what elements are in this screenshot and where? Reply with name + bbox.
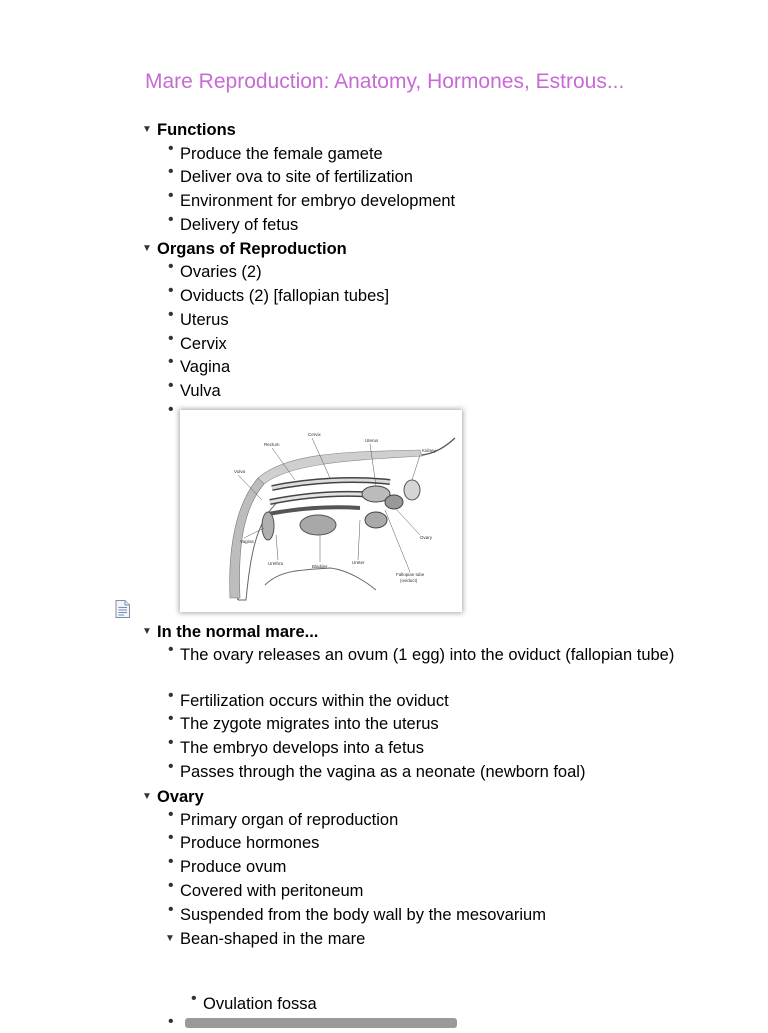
section-heading: In the normal mare... xyxy=(157,623,319,641)
expand-triangle-icon[interactable]: ▼ xyxy=(142,626,152,637)
list-item: • Produce ovum xyxy=(180,856,286,879)
bullet-icon: • xyxy=(168,140,174,157)
section-ovary[interactable] xyxy=(142,786,204,809)
bullet-icon: • xyxy=(168,401,174,418)
label-ureter: Ureter xyxy=(352,560,365,565)
section-organs[interactable] xyxy=(142,238,347,261)
list-item: • Oviducts (2) [fallopian tubes] xyxy=(180,285,389,308)
label-kidney: Kidney xyxy=(422,448,436,453)
label-bladder: Bladder xyxy=(312,564,328,569)
section-heading: Organs of Reproduction xyxy=(157,240,347,258)
bullet-icon: • xyxy=(191,990,197,1007)
bullet-icon: • xyxy=(168,211,174,228)
label-vulva: Vulva xyxy=(234,469,246,474)
bullet-icon: • xyxy=(168,806,174,823)
list-item: • Passes through the vagina as a neonate (newborn foal) xyxy=(180,761,585,784)
page-title: Mare Reproduction: Anatomy, Hormones, Estrous... xyxy=(145,70,625,93)
reproductive-tract-diagram xyxy=(180,410,462,612)
expand-triangle-icon[interactable]: ▼ xyxy=(165,933,175,944)
bullet-icon: • xyxy=(168,330,174,347)
bullet-icon: • xyxy=(168,641,174,658)
label-uterus: Uterus xyxy=(365,438,379,443)
list-item: • Primary organ of reproduction xyxy=(180,809,398,832)
bullet-icon: • xyxy=(168,877,174,894)
list-item: • Suspended from the body wall by the mesovarium xyxy=(180,904,546,927)
bullet-icon: • xyxy=(168,829,174,846)
bullet-icon: • xyxy=(168,306,174,323)
label-fallopian-tube: Fallopian tube xyxy=(396,572,425,577)
document-icon[interactable] xyxy=(115,600,131,623)
list-item: • Uterus xyxy=(180,309,229,332)
list-item: • Delivery of fetus xyxy=(180,214,298,237)
list-item-expandable[interactable]: ▼ Bean-shaped in the mare xyxy=(180,928,365,951)
list-item: • The ovary releases an ovum (1 egg) into the oviduct (fallopian tube) xyxy=(168,641,675,664)
label-ovary: Ovary xyxy=(420,535,433,540)
list-item: • Ovulation fossa xyxy=(203,993,317,1016)
list-item: • Environment for embryo development xyxy=(180,190,455,213)
bullet-icon: • xyxy=(168,377,174,394)
list-item: • Vagina xyxy=(180,356,230,379)
bullet-icon: • xyxy=(168,687,174,704)
bullet-icon: • xyxy=(168,282,174,299)
anatomy-figure[interactable] xyxy=(180,410,462,612)
section-heading: Ovary xyxy=(157,788,204,806)
list-item: • The zygote migrates into the uterus xyxy=(180,713,439,736)
expand-triangle-icon[interactable]: ▼ xyxy=(142,791,152,802)
bullet-icon: • xyxy=(168,187,174,204)
list-item: • Vulva xyxy=(180,380,221,403)
partial-figure[interactable] xyxy=(185,1018,457,1028)
bullet-icon: • xyxy=(168,758,174,775)
expand-triangle-icon[interactable]: ▼ xyxy=(142,124,152,135)
list-item: • Produce the female gamete xyxy=(180,143,383,166)
bullet-icon: • xyxy=(168,353,174,370)
expand-triangle-icon[interactable]: ▼ xyxy=(142,243,152,254)
list-item: • Fertilization occurs within the oviduct xyxy=(180,690,449,713)
bullet-icon: • xyxy=(168,901,174,918)
list-item: • The embryo develops into a fetus xyxy=(180,737,424,760)
list-item: • Covered with peritoneum xyxy=(180,880,363,903)
label-oviduct: (oviduct) xyxy=(400,578,418,583)
list-item: • Ovaries (2) xyxy=(180,261,262,284)
section-heading: Functions xyxy=(157,121,236,139)
label-rectum: Rectum xyxy=(264,442,280,447)
bullet-icon: • xyxy=(168,710,174,727)
section-normal-mare[interactable] xyxy=(142,621,319,644)
bullet-icon: • xyxy=(168,258,174,275)
label-urethra: Urethra xyxy=(268,561,284,566)
bullet-icon: • xyxy=(168,734,174,751)
list-item: • Cervix xyxy=(180,333,227,356)
bullet-icon: • xyxy=(168,163,174,180)
list-item: • Produce hormones xyxy=(180,832,319,855)
label-cervix: Cervix xyxy=(308,432,321,437)
bullet-icon: • xyxy=(168,1013,174,1030)
label-vagina: Vagina xyxy=(240,539,254,544)
list-item: • Deliver ova to site of fertilization xyxy=(180,166,413,189)
bullet-icon: • xyxy=(168,853,174,870)
